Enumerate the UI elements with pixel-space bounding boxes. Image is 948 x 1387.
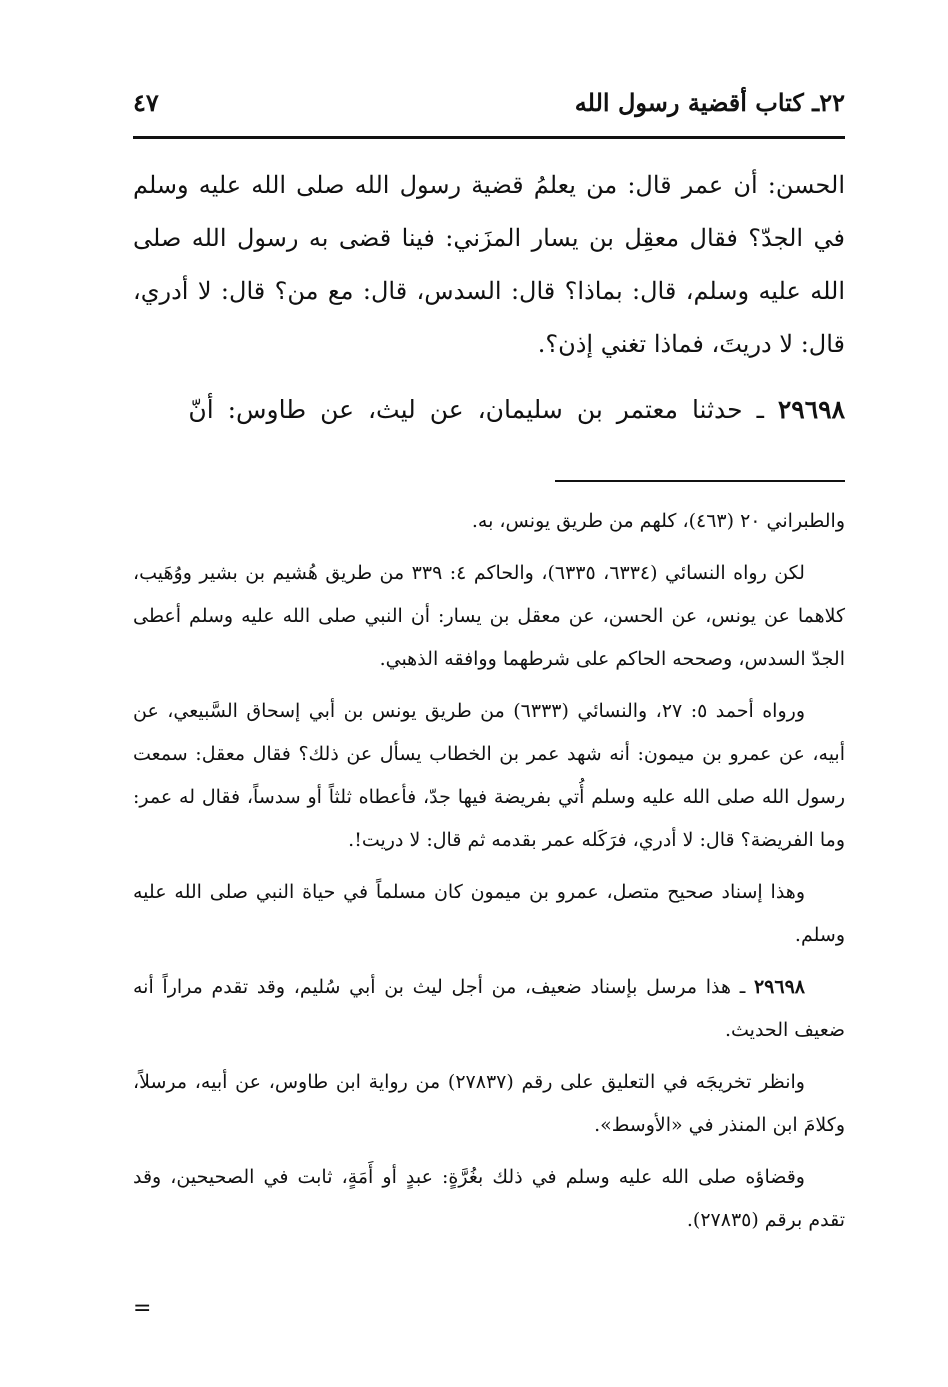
footnote-separator <box>555 480 845 482</box>
footnote-paragraph: والطبراني ٢٠ (٤٦٣)، كلهم من طريق يونس، به. <box>471 510 845 532</box>
page-content <box>133 88 845 1251</box>
hadith-number: ٢٩٦٩٨ <box>777 395 845 424</box>
footnote-text: ـ هذا مرسل بإسناد ضعيف، من أجل ليث بن أبي سُليم، وقد تقدم مراراً أنه ضعيف الحديث. <box>133 976 845 1041</box>
main-text <box>133 159 845 436</box>
header-rule <box>133 136 845 139</box>
footnote-paragraph <box>133 966 845 1052</box>
footnote-paragraph: ورواه أحمد ٥: ٢٧، والنسائي (٦٣٣٣) من طريق يونس بن أبي إسحاق السَّبيعي، عن أبيه، عن عمرو بن ميمون: أنه شهد عمر بن الخطاب يسأل عن ذلك؟ فقال معقل: سمعت رسول الله صلى الله عليه وسلم أُتي بفريضة فيها جدّ، فأعطاه ثلثاً أو سدساً، فقال له عمر: وما الفريضة؟ قال: لا أدري، فرَكَله عمر بقدمه ثم قال: لا دريت!. <box>133 700 845 851</box>
footnotes <box>133 500 845 1242</box>
footnote-paragraph: لكن رواه النسائي (٦٣٣٤، ٦٣٣٥)، والحاكم ٤: ٣٣٩ من طريق هُشيم بن بشير ووُهَيب، كلاهما عن يونس، عن الحسن، عن معقل بن يسار: أن النبي صلى الله عليه وسلم أعطى الجدّ السدس، وصححه الحاكم على شرطهما ووافقه الذهبي. <box>133 562 846 670</box>
page-number: ٤٧ <box>133 88 159 117</box>
hadith-paragraph <box>133 383 845 436</box>
footnote-paragraph: وانظر تخريجَه في التعليق على رقم (٢٧٨٣٧) من رواية ابن طاوس، عن أبيه، مرسلاً، وكلامَ ابن المنذر في «الأوسط». <box>133 1071 845 1136</box>
chapter-title: ٢٢ـ كتاب أقضية رسول الله <box>574 88 845 117</box>
hadith-text: ـ حدثنا معتمر بن سليمان، عن ليث، عن طاوس: أنّ <box>188 395 764 424</box>
footnote-paragraph: وهذا إسناد صحيح متصل، عمرو بن ميمون كان مسلماً في حياة النبي صلى الله عليه وسلم. <box>133 881 845 946</box>
footnote-number: ٢٩٦٩٨ <box>753 976 805 998</box>
continuation-mark: = <box>133 1296 152 1321</box>
footnote-paragraph: وقضاؤه صلى الله عليه وسلم في ذلك بغُرَّةٍ: عبدٍ أو أَمَةٍ، ثابت في الصحيحين، وقد تقدم برقم (٢٧٨٣٥). <box>133 1166 845 1231</box>
main-paragraph: الحسن: أن عمر قال: من يعلمُ قضية رسول الله صلى الله عليه وسلم في الجدّ؟ فقال معقِل بن يسار المزَني: فينا قضى به رسول الله صلى الله عليه وسلم، قال: بماذا؟ قال: السدس، قال: مع من؟ قال: لا أدري، قال: لا دريتَ، فماذا تغني إذن؟. <box>133 171 845 358</box>
running-header <box>133 88 845 136</box>
